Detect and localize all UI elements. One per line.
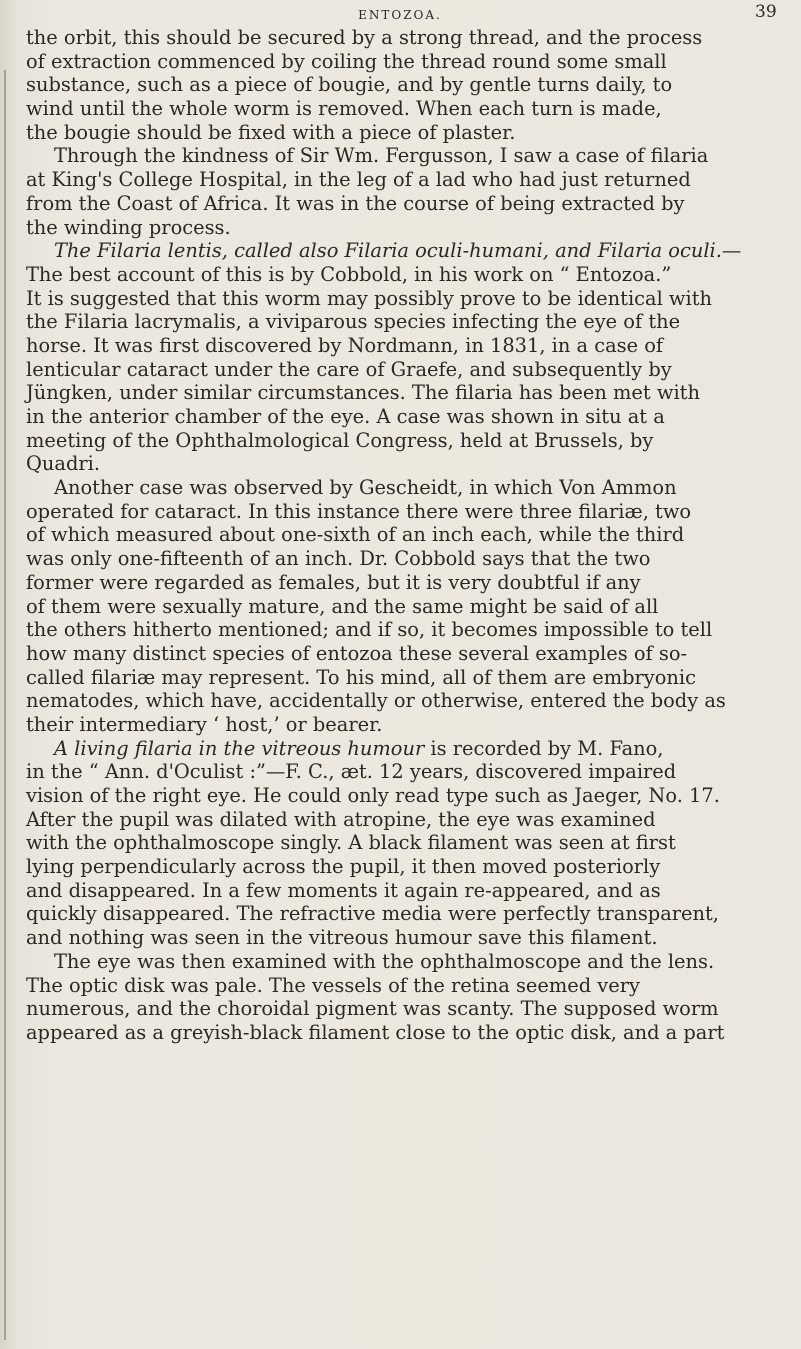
text-line: was only one-fifteenth of an inch. Dr. Cobbold says that the two: [26, 547, 651, 571]
text-line: the orbit, this should be secured by a strong thread, and the process: [26, 26, 703, 49]
running-head: ENTOZOA.: [358, 8, 442, 22]
text-line: The Filaria lentis, called also Filaria oculi-humani, and Filaria oculi.—: [54, 239, 742, 263]
page-number: 39: [755, 2, 777, 22]
text-line: numerous, and the choroidal pigment was scanty. The supposed worm: [26, 997, 719, 1021]
text-line: the winding process.: [26, 215, 231, 239]
text-line: lenticular cataract under the care of Graefe, and subsequently by: [26, 357, 672, 381]
text-line: substance, such as a piece of bougie, and by gentle turns daily, to: [26, 73, 673, 97]
text-line: meeting of the Ophthalmological Congress, held at Brussels, by: [26, 428, 654, 452]
text-line: The optic disk was pale. The vessels of the retina seemed very: [26, 973, 640, 997]
page-header: [0, 2, 801, 28]
text-line: operated for cataract. In this instance there were three filariæ, two: [26, 499, 692, 523]
text-line: the bougie should be fixed with a piece of plaster.: [26, 120, 516, 144]
text-line: former were regarded as females, but it is very doubtful if any: [26, 570, 641, 594]
text-line: nematodes, which have, accidentally or otherwise, entered the body as: [26, 689, 726, 713]
text-line: After the pupil was dilated with atropine, the eye was examined: [26, 807, 656, 831]
text-line: with the ophthalmoscope singly. A black filament was seen at first: [26, 831, 676, 855]
text-line: lying perpendicularly across the pupil, it then moved posteriorly: [26, 855, 661, 879]
text-line: how many distinct species of entozoa these several examples of so-: [26, 641, 688, 665]
text-line: the Filaria lacrymalis, a viviparous species infecting the eye of the: [26, 310, 681, 334]
text-line: of them were sexually mature, and the same might be said of all: [26, 594, 659, 618]
text-line: Quadri.: [26, 452, 100, 476]
text-line: The eye was then examined with the ophthalmoscope and the lens.: [54, 949, 715, 973]
text-line: wind until the whole worm is removed. When each turn is made,: [26, 97, 662, 121]
text-line: Through the kindness of Sir Wm. Fergusson, I saw a case of filaria: [54, 144, 709, 168]
text-line: and nothing was seen in the vitreous humour save this filament.: [26, 926, 658, 950]
text-line: from the Coast of Africa. It was in the course of being extracted by: [26, 191, 685, 215]
text-line: of extraction commenced by coiling the thread round some small: [26, 49, 667, 73]
page-edge-shadow: [4, 70, 6, 1340]
text-line: and disappeared. In a few moments it again re-appeared, and as: [26, 878, 661, 902]
text-line: called filariæ may represent. To his mind, all of them are embryonic: [26, 665, 696, 689]
text-line: quickly disappeared. The refractive media were perfectly transparent,: [26, 902, 719, 926]
text-line: appeared as a greyish-black filament close to the optic disk, and a part: [26, 1020, 725, 1044]
body-text: [26, 26, 796, 1045]
text-line: their intermediary ‘ host,’ or bearer.: [26, 712, 383, 736]
text-line: Jüngken, under similar circumstances. The filaria has been met with: [26, 381, 700, 405]
text-line: in the “ Ann. d'Oculist :”—F. C., æt. 12 years, discovered impaired: [26, 760, 677, 784]
text-line: The best account of this is by Cobbold, in his work on “ Entozoa.”: [26, 262, 672, 286]
text-line: the others hitherto mentioned; and if so, it becomes impossible to tell: [26, 618, 713, 642]
text-line: of which measured about one-sixth of an inch each, while the third: [26, 523, 685, 547]
text-line: A living filaria in the vitreous humour is recorded by M. Fano,: [54, 736, 664, 760]
text-line: Another case was observed by Gescheidt, in which Von Ammon: [54, 476, 677, 500]
text-line: It is suggested that this worm may possibly prove to be identical with: [26, 286, 713, 310]
text-line: vision of the right eye. He could only read type such as Jaeger, No. 17.: [26, 784, 720, 807]
text-line: in the anterior chamber of the eye. A case was shown in situ at a: [26, 405, 665, 428]
text-line: at King's College Hospital, in the leg of a lad who had just returned: [26, 168, 691, 192]
text-line: horse. It was first discovered by Nordmann, in 1831, in a case of: [26, 333, 664, 357]
